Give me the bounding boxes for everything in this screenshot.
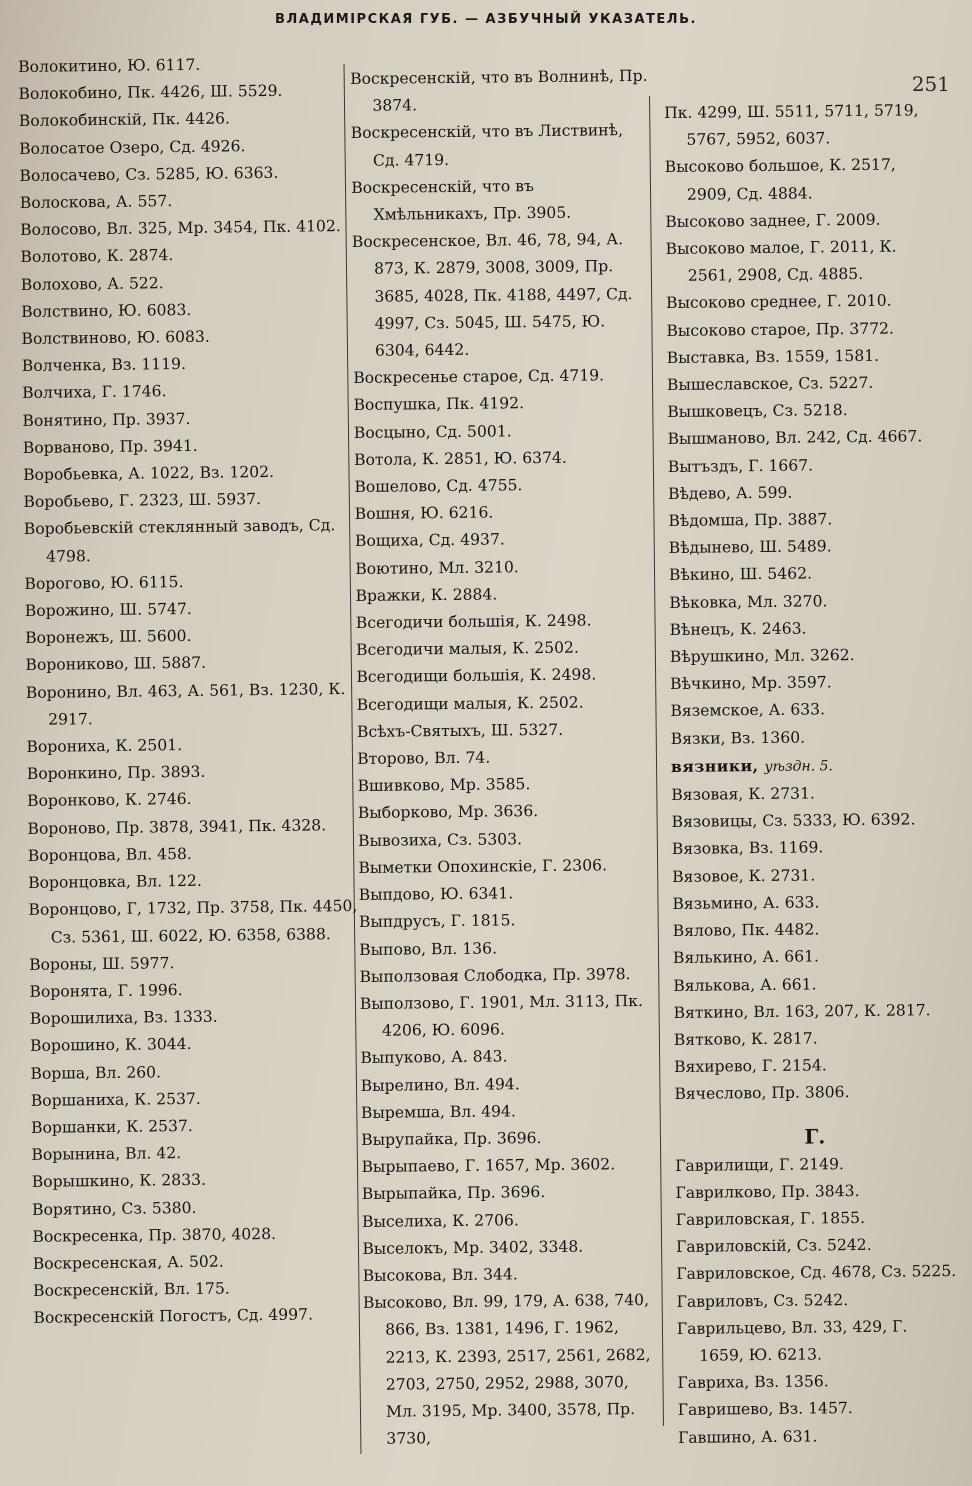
index-entry bbox=[359, 906, 659, 936]
entry-text: Выборково, Мр. 3636. bbox=[357, 802, 539, 823]
index-entry bbox=[359, 879, 659, 909]
index-entry bbox=[668, 451, 948, 481]
index-entry bbox=[669, 532, 949, 562]
entry-text: Вялькино, А. 661. bbox=[672, 947, 820, 968]
index-entry bbox=[363, 1287, 665, 1453]
index-entry bbox=[21, 322, 353, 353]
index-entry bbox=[670, 696, 950, 726]
index-entry bbox=[28, 839, 360, 870]
index-entry bbox=[22, 349, 354, 380]
index-entry bbox=[23, 485, 355, 516]
entry-text: Волокобинскій, Пк. 4426. bbox=[18, 109, 231, 131]
entry-text: Воршаниха, К. 2537. bbox=[30, 1089, 201, 1110]
entry-text: Волчиха, Г. 1746. bbox=[22, 382, 167, 403]
entry-text: Вражки, К. 2884. bbox=[355, 585, 498, 605]
entry-text: Второво, Вл. 74. bbox=[357, 748, 491, 769]
entry-text: Гавриловъ, Сз. 5242. bbox=[676, 1290, 849, 1311]
index-entry bbox=[670, 641, 950, 671]
entry-text: Воскресенскій Погостъ, Сд. 4997. bbox=[33, 1305, 314, 1328]
index-entry bbox=[27, 784, 359, 815]
entry-text: Вяхирево, Г. 2154. bbox=[674, 1056, 827, 1077]
entry-text: Воскресенскій, что въ Волнинѣ, Пр. 3874. bbox=[350, 66, 648, 115]
index-entry bbox=[357, 688, 657, 718]
index-entry bbox=[363, 1260, 663, 1290]
entry-text: Ворониха, К. 2501. bbox=[26, 736, 183, 757]
entry-text: Воробьевка, А. 1022, Вз. 1202. bbox=[23, 462, 275, 485]
entry-text: Высоково, Вл. 99, 179, А. 638, 740, 866, Вз. 1381, 1496, Г. 1962, 2213, К. 2393, 2517, 2561, 2682, 2703, 2750, 2952, 2988, 3070, Мл. 3195, Мр. 3400, 3578, Пр. 3730, bbox=[362, 1291, 651, 1448]
index-entry bbox=[677, 1313, 958, 1370]
entry-text: Воскресенка, Пр. 3870, 4028. bbox=[32, 1224, 277, 1246]
index-entry bbox=[30, 1002, 362, 1033]
index-entry bbox=[354, 471, 654, 501]
entry-text: Гавриха, Вз. 1356. bbox=[677, 1372, 829, 1393]
index-entry bbox=[667, 396, 947, 426]
index-entry bbox=[671, 806, 951, 836]
entry-text: Воскресенское, Вл. 46, 78, 94, А. 873, К. 2879, 3008, 3009, Пр. 3685, 4028, Пк. 4188, 4497, Сд. 4997, Сз. 5045, Ш. 5475, Ю. 6304, 6442. bbox=[351, 230, 633, 360]
index-entry bbox=[673, 997, 953, 1027]
entry-text: Вязовицы, Сз. 5333, Ю. 6392. bbox=[671, 810, 916, 832]
index-entry bbox=[27, 812, 359, 843]
index-entry bbox=[353, 362, 653, 392]
entry-text: Воскресенье старое, Сд. 4719. bbox=[353, 366, 605, 388]
entry-text: Волокитино, Ю. 6117. bbox=[18, 55, 201, 76]
entry-text: Воронята, Г. 1996. bbox=[29, 980, 183, 1001]
entry-text: Воронино, Вл. 463, А. 561, Вз. 1230, К. 2917. bbox=[25, 679, 346, 729]
index-entry bbox=[31, 1084, 363, 1115]
entry-text: Волосово, Вл. 325, Мр. 3454, Пк. 4102. bbox=[20, 217, 341, 240]
index-entry bbox=[676, 1258, 956, 1288]
entry-text: Ворогово, Ю. 6115. bbox=[24, 572, 184, 593]
index-entry bbox=[676, 1231, 956, 1261]
index-entry bbox=[355, 525, 655, 555]
index-entry bbox=[676, 1204, 956, 1234]
index-entry bbox=[20, 186, 352, 217]
index-entry bbox=[19, 159, 351, 190]
index-entry bbox=[361, 1097, 661, 1127]
entry-text: Выпдово, Ю. 6341. bbox=[358, 884, 514, 905]
entry-text: Вонятино, Пр. 3937. bbox=[22, 409, 191, 430]
entry-text: Выпово, Вл. 136. bbox=[359, 939, 498, 959]
index-entry bbox=[358, 797, 658, 827]
entry-text: Волствиново, Ю. 6083. bbox=[21, 327, 210, 349]
index-entry bbox=[674, 1024, 954, 1054]
index-entry bbox=[23, 431, 355, 462]
index-entry bbox=[20, 213, 352, 244]
entry-text: Волосатое Озеро, Сд. 4926. bbox=[19, 136, 246, 158]
index-entry bbox=[356, 607, 656, 637]
index-entry bbox=[675, 1177, 955, 1207]
entry-text: Выметки Опохинскіе, Г. 2306. bbox=[358, 856, 608, 877]
index-entry bbox=[29, 975, 361, 1006]
index-entry bbox=[672, 834, 952, 864]
index-entry bbox=[28, 893, 361, 951]
index-entry bbox=[665, 233, 946, 290]
index-entry bbox=[32, 1165, 364, 1196]
entry-text: Вырыпайка, Пр. 3696. bbox=[361, 1183, 546, 1204]
entry-text: Всѣхъ-Святыхъ, Ш. 5327. bbox=[356, 720, 564, 741]
section-letter-heading: Г. bbox=[804, 1123, 826, 1149]
entry-text: Волохово, А. 522. bbox=[20, 273, 164, 294]
index-column-3 bbox=[664, 97, 958, 1452]
index-entry bbox=[362, 1178, 662, 1208]
index-entry bbox=[27, 757, 359, 788]
index-entry bbox=[25, 621, 357, 652]
index-entry bbox=[676, 1286, 956, 1316]
entry-text: Вырупайка, Пр. 3696. bbox=[361, 1128, 542, 1149]
index-entry bbox=[674, 1051, 954, 1081]
index-entry bbox=[30, 1029, 362, 1060]
index-entry bbox=[19, 104, 351, 135]
entry-text: Воронцова, Вл. 458. bbox=[27, 844, 192, 865]
entry-text: Высоково малое, Г. 2011, К. 2561, 2908, Сд. 4885. bbox=[665, 237, 897, 285]
entry-text: Всегодищи большія, К. 2498. bbox=[356, 665, 597, 687]
index-entry bbox=[668, 478, 948, 508]
entry-text: Гаврильцево, Вл. 33, 429, Г. 1659, Ю. 6213. bbox=[676, 1317, 908, 1365]
index-entry bbox=[665, 151, 946, 208]
entry-text: Вотола, К. 2851, Ю. 6374. bbox=[354, 448, 567, 469]
index-entry bbox=[357, 743, 657, 773]
entry-text: Воронцово, Г, 1732, Пр. 3758, Пк. 4450, Сз. 5361, Ш. 6022, Ю. 6358, 6388. bbox=[28, 897, 358, 947]
entry-text: Вѣрушкино, Мл. 3262. bbox=[669, 646, 855, 667]
entry-text: Всегодичи малыя, К. 2502. bbox=[356, 638, 579, 660]
index-entry bbox=[26, 676, 359, 734]
entry-text: Вяземское, А. 633. bbox=[670, 700, 826, 721]
index-entry bbox=[362, 1233, 662, 1263]
running-header: ВЛАДИМІРСКАЯ ГУБ. — АЗБУЧНЫЙ УКАЗАТЕЛЬ. bbox=[275, 12, 697, 27]
entry-text: Выставка, Вз. 1559, 1581. bbox=[666, 346, 880, 367]
entry-text: Вячеслово, Пр. 3806. bbox=[674, 1083, 850, 1104]
entry-text: Вѣковка, Мл. 3270. bbox=[669, 591, 828, 612]
index-entry bbox=[667, 423, 947, 453]
entry-text: Воютино, Мл. 3210. bbox=[355, 557, 519, 578]
entry-text: Воробьевскій стеклянный заводъ, Сд. 4798. bbox=[23, 516, 336, 566]
index-entry bbox=[674, 1078, 954, 1108]
index-entry bbox=[21, 295, 353, 326]
index-entry bbox=[33, 1247, 365, 1278]
entry-text: Вѣкино, Ш. 5462. bbox=[668, 564, 813, 585]
index-entry bbox=[20, 240, 352, 271]
entry-text: Высокова, Вл. 344. bbox=[362, 1265, 518, 1285]
index-entry bbox=[360, 988, 661, 1046]
entry-text: Ворша, Вл. 260. bbox=[30, 1062, 162, 1083]
entry-text: Выползовая Слободка, Пр. 3978. bbox=[359, 964, 631, 986]
entry-text: Гаврилищи, Г. 2149. bbox=[675, 1154, 845, 1175]
entry-text: Ворышкино, К. 2833. bbox=[31, 1171, 207, 1192]
index-entry bbox=[32, 1220, 364, 1251]
entry-text: Выползово, Г. 1901, Мл. 3113, Пк. 4206, Ю. 6096. bbox=[359, 991, 643, 1040]
entry-text: Выселокъ, Мр. 3402, 3348. bbox=[362, 1237, 584, 1258]
index-entry bbox=[669, 614, 949, 644]
index-entry bbox=[18, 77, 350, 108]
index-entry bbox=[354, 416, 654, 446]
index-entry bbox=[351, 117, 652, 175]
entry-text: Вязовая, К. 2731. bbox=[671, 784, 816, 805]
entry-text: Воскресенскій, что въ Хмѣльникахъ, Пр. 3905. bbox=[351, 176, 572, 224]
entry-text: Вѣнецъ, К. 2463. bbox=[669, 619, 807, 639]
index-entry bbox=[361, 1124, 661, 1154]
entry-text: Воскресенскій, Вл. 175. bbox=[33, 1279, 230, 1301]
entry-text: Ворожино, Ш. 5747. bbox=[24, 599, 192, 621]
index-entry bbox=[19, 132, 351, 163]
index-entry bbox=[672, 888, 952, 918]
entry-text: Вѣчкино, Мр. 3597. bbox=[670, 673, 832, 694]
entry-text: Гаврилково, Пр. 3843. bbox=[675, 1181, 860, 1202]
index-entry bbox=[353, 389, 653, 419]
entry-text: Высоково заднее, Г. 2009. bbox=[665, 210, 881, 231]
entry-text: Вошня, Ю. 6216. bbox=[354, 503, 494, 524]
entry-text: Вязовое, К. 2731. bbox=[672, 866, 816, 886]
entry-text: Вязки, Вз. 1360. bbox=[670, 728, 806, 748]
entry-text: Вѣдынево, Ш. 5489. bbox=[668, 537, 832, 558]
index-entry bbox=[359, 933, 659, 963]
entry-text: Волокобино, Пк. 4426, Ш. 5529. bbox=[18, 81, 283, 104]
entry-text: Вялькова, А. 661. bbox=[673, 974, 817, 995]
entry-text: Выпдрусъ, Г. 1815. bbox=[358, 911, 516, 932]
index-entry bbox=[669, 559, 949, 589]
entry-text: Вырыпаево, Г. 1657, Мр. 3602. bbox=[361, 1155, 616, 1177]
index-entry bbox=[26, 730, 358, 761]
index-column-1 bbox=[18, 50, 366, 1333]
entry-text: Высоково большое, К. 2517, 2909, Сд. 4884. bbox=[664, 155, 896, 204]
entry-text: Гавриловская, Г. 1855. bbox=[675, 1208, 866, 1229]
index-entry bbox=[667, 342, 947, 372]
entry-text: Гавриловское, Сд. 4678, Сз. 5225. bbox=[676, 1262, 957, 1284]
index-entry bbox=[352, 226, 653, 365]
index-entry bbox=[678, 1394, 958, 1424]
entry-text: Волоскова, А. 557. bbox=[19, 192, 173, 213]
entry-text: Высоково старое, Пр. 3772. bbox=[666, 319, 895, 340]
index-entry bbox=[355, 552, 655, 582]
index-entry bbox=[360, 1042, 660, 1072]
index-entry bbox=[359, 961, 659, 991]
entry-text: Ворваново, Пр. 3941. bbox=[22, 436, 198, 457]
index-entry bbox=[670, 668, 950, 698]
index-entry bbox=[362, 1205, 662, 1235]
index-entry bbox=[350, 63, 651, 121]
entry-text: Вяткино, Вл. 163, 207, К. 2817. bbox=[673, 1000, 931, 1022]
entry-text: Ворынина, Вл. 42. bbox=[31, 1144, 182, 1165]
entry-text: Воскресенская, А. 502. bbox=[32, 1252, 224, 1273]
entry-text: Воршанки, К. 2537. bbox=[31, 1116, 193, 1137]
index-entry bbox=[31, 1111, 363, 1142]
index-entry bbox=[358, 825, 658, 855]
entry-text: Вшивково, Мр. 3585. bbox=[357, 775, 531, 796]
entry-text: Воробьево, Г. 2323, Ш. 5937. bbox=[23, 490, 262, 512]
index-entry bbox=[22, 376, 354, 407]
entry-text: Выселиха, К. 2706. bbox=[362, 1210, 519, 1231]
index-entry bbox=[31, 1138, 363, 1169]
entry-text: Вялово, Пк. 4482. bbox=[672, 920, 820, 941]
index-entry bbox=[357, 770, 657, 800]
entry-text: Вытъздъ, Г. 1667. bbox=[667, 456, 814, 476]
index-entry bbox=[356, 661, 656, 691]
index-entry bbox=[673, 970, 953, 1000]
index-entry bbox=[23, 458, 355, 489]
index-entry bbox=[673, 942, 953, 972]
index-entry bbox=[18, 50, 350, 81]
entry-text: Вышманово, Вл. 242, Сд. 4667. bbox=[667, 427, 923, 449]
entry-text: Волотово, К. 2874. bbox=[20, 246, 174, 267]
index-entry bbox=[665, 206, 945, 236]
entry-text: вязники, bbox=[670, 755, 759, 776]
page-number: 251 bbox=[911, 72, 950, 96]
entry-text: Воскресенскій, что въ Листвинѣ, Сд. 4719. bbox=[350, 121, 624, 170]
index-entry bbox=[361, 1151, 661, 1181]
entry-text: Воронежъ, Ш. 5600. bbox=[25, 627, 192, 648]
entry-text: Вышеславское, Сз. 5227. bbox=[666, 373, 874, 395]
index-entry-district-town bbox=[671, 750, 951, 782]
index-entry bbox=[32, 1192, 364, 1223]
entry-text: Вязовка, Вз. 1169. bbox=[671, 838, 824, 859]
index-entry bbox=[667, 369, 947, 399]
entry-text: Вошелово, Сд. 4755. bbox=[354, 476, 523, 497]
index-entry bbox=[361, 1069, 661, 1099]
index-entry bbox=[675, 1150, 955, 1180]
entry-text: Гавришево, Вз. 1457. bbox=[677, 1399, 853, 1420]
index-entry bbox=[22, 404, 354, 435]
entry-text: Вѣдево, А. 599. bbox=[668, 483, 793, 503]
entry-text: Вѣдомша, Пр. 3887. bbox=[668, 510, 833, 531]
index-entry bbox=[668, 505, 948, 535]
entry-text: Гавшино, А. 631. bbox=[677, 1427, 818, 1447]
index-entry bbox=[24, 512, 357, 570]
entry-text: Пк. 4299, Ш. 5511, 5711, 5719, 5767, 5952, 6037. bbox=[664, 101, 919, 149]
index-entry bbox=[666, 287, 946, 317]
index-entry bbox=[28, 866, 360, 897]
entry-text: Восцыно, Сд. 5001. bbox=[353, 421, 512, 442]
index-entry bbox=[24, 567, 356, 598]
entry-text: Ворятино, Сз. 5380. bbox=[32, 1198, 197, 1219]
entry-text: Волосачево, Сз. 5285, Ю. 6363. bbox=[19, 163, 279, 185]
index-entry bbox=[671, 779, 951, 809]
index-entry bbox=[355, 580, 655, 610]
entry-text: Вороны, Ш. 5977. bbox=[29, 953, 175, 974]
index-entry bbox=[25, 594, 357, 625]
index-entry bbox=[354, 444, 654, 474]
index-entry bbox=[672, 861, 952, 891]
entry-text: Вороново, Пр. 3878, 3941, Пк. 4328. bbox=[27, 815, 327, 838]
index-entry bbox=[21, 268, 353, 299]
entry-text: Ворониково, Ш. 5887. bbox=[25, 654, 207, 675]
index-entry bbox=[355, 498, 655, 528]
entry-text: Вязьмино, А. 633. bbox=[672, 893, 820, 913]
entry-text: Вырелино, Вл. 494. bbox=[360, 1074, 520, 1095]
entry-text: Вышковецъ, Сз. 5218. bbox=[667, 401, 848, 422]
entry-text: Воспушка, Пк. 4192. bbox=[353, 394, 525, 415]
index-entry bbox=[351, 172, 652, 230]
index-entry bbox=[357, 716, 657, 746]
index-entry bbox=[29, 948, 361, 979]
entry-text: Ворошино, К. 3044. bbox=[30, 1035, 192, 1056]
entry-text: Всегодичи большія, К. 2498. bbox=[355, 611, 592, 633]
entry-text: Ворошилиха, Вз. 1333. bbox=[29, 1007, 218, 1029]
entry-text: Вощиха, Сд. 4937. bbox=[354, 530, 505, 551]
entry-text: Воронкино, Пр. 3893. bbox=[26, 763, 206, 784]
entry-text: Всегодищи малыя, К. 2502. bbox=[356, 693, 584, 714]
index-entry bbox=[25, 648, 357, 679]
index-entry bbox=[678, 1422, 958, 1452]
entry-text: Вывозиха, Сз. 5303. bbox=[358, 829, 523, 850]
index-entry bbox=[356, 634, 656, 664]
entry-text: Выпуково, А. 843. bbox=[360, 1047, 508, 1068]
index-entry bbox=[33, 1274, 365, 1305]
entry-text: Выремша, Вл. 494. bbox=[360, 1102, 516, 1122]
entry-note: уѣздн. 5. bbox=[764, 758, 834, 775]
index-entry bbox=[666, 315, 946, 345]
index-entry bbox=[677, 1367, 957, 1397]
index-column-2 bbox=[350, 63, 665, 1453]
index-entry bbox=[673, 915, 953, 945]
index-entry bbox=[664, 97, 945, 154]
index-entry bbox=[669, 587, 949, 617]
entry-text: Высоково среднее, Г. 2010. bbox=[666, 292, 892, 313]
entry-text: Волченка, Вз. 1119. bbox=[21, 355, 187, 376]
index-entry bbox=[33, 1301, 365, 1332]
index-entry bbox=[358, 852, 658, 882]
entry-text: Воронково, К. 2746. bbox=[27, 790, 192, 811]
entry-text: Воронцовка, Вл. 122. bbox=[28, 871, 202, 893]
entry-text: Вятково, К. 2817. bbox=[673, 1029, 818, 1049]
entry-text: Гавриловскій, Сз. 5242. bbox=[675, 1236, 872, 1257]
index-entry bbox=[671, 723, 951, 753]
index-entry bbox=[30, 1056, 362, 1087]
entry-text: Волствино, Ю. 6083. bbox=[21, 300, 192, 321]
